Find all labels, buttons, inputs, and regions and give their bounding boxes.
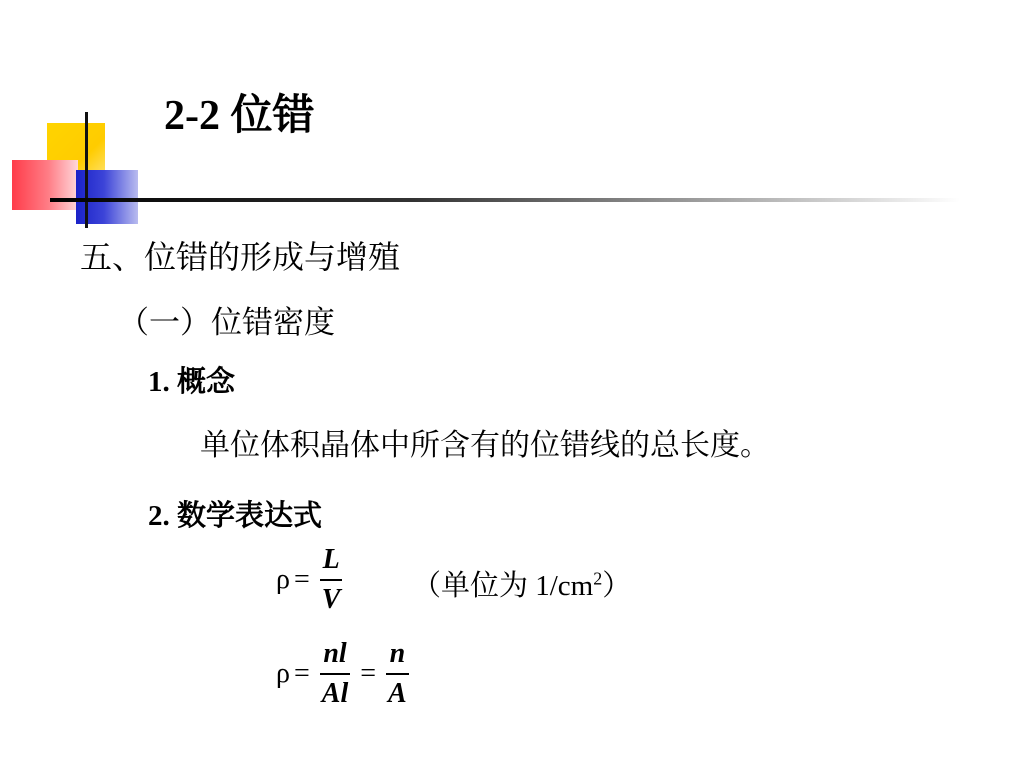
density-formula [276, 543, 348, 617]
fraction-n-over-a [386, 637, 409, 711]
rho-symbol: ρ [276, 658, 290, 689]
fraction-bar [386, 673, 409, 675]
density-formula-expanded [276, 637, 415, 711]
expression-heading: 2. 数学表达式 [148, 500, 323, 532]
section-heading: 五、位错的形成与增殖 [80, 239, 401, 275]
denominator: V [321, 584, 341, 615]
rho-symbol: ρ [276, 564, 290, 595]
unit-text: （单位为 1/cm [412, 570, 594, 602]
denominator: A [388, 678, 407, 709]
numerator: L [322, 544, 340, 575]
subsection-heading: （一）位错密度 [118, 305, 335, 340]
decorative-red-square [12, 160, 78, 210]
equals-sign: = [293, 658, 310, 689]
fraction-bar [320, 673, 350, 675]
denominator: Al [321, 678, 349, 709]
decorative-vertical-line [85, 112, 88, 228]
fraction-l-over-v [320, 543, 343, 617]
numerator: n [389, 638, 406, 669]
concept-heading: 1. 概念 [148, 366, 236, 398]
unit-exponent: 2 [593, 568, 603, 589]
equals-sign: = [293, 564, 310, 595]
slide-title: 2-2 位错 [164, 93, 315, 139]
numerator: nl [323, 638, 347, 669]
fraction-nl-over-al [320, 637, 350, 711]
concept-definition: 单位体积晶体中所含有的位错线的总长度。 [200, 429, 770, 462]
title-underline [50, 198, 960, 202]
unit-note [412, 563, 631, 604]
unit-close: ） [602, 570, 632, 602]
equals-sign: = [360, 658, 377, 689]
fraction-bar [320, 579, 343, 581]
